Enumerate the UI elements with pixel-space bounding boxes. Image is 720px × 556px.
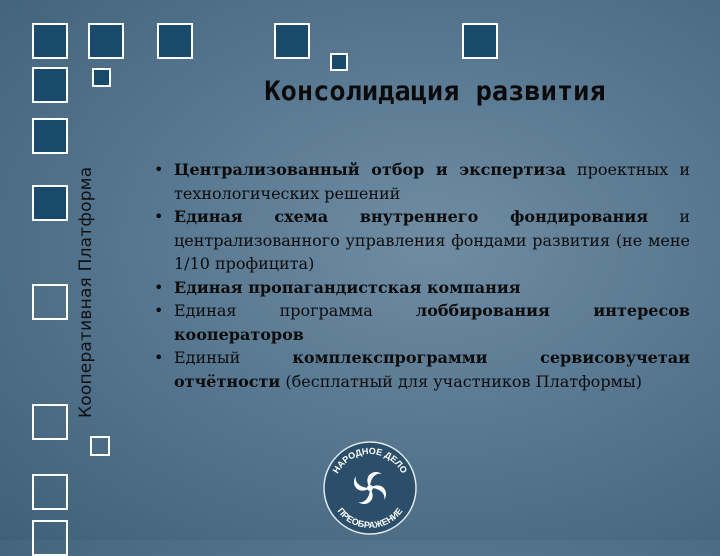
bullet-text: (бесплатный для участников Платформы)	[280, 371, 642, 391]
deco-square	[90, 436, 110, 456]
bullet-dot-icon: •	[154, 160, 164, 179]
deco-square	[32, 520, 68, 556]
deco-square	[32, 118, 68, 154]
deco-square	[32, 23, 68, 59]
deco-square	[157, 23, 193, 59]
deco-square	[32, 185, 68, 221]
bullet-item	[150, 158, 690, 205]
bullet-item	[150, 276, 690, 300]
logo-top-text: НАРОДНОЕ ДЕЛО	[330, 445, 410, 476]
bullet-text: Единая программа	[174, 301, 416, 320]
bullet-dot-icon: •	[154, 348, 164, 367]
bullet-item	[150, 346, 690, 393]
bullet-dot-icon: •	[154, 207, 164, 226]
page-title: Консолидация развития	[264, 76, 606, 107]
logo	[322, 440, 418, 536]
vertical-side-label: Кооперативная Платформа	[76, 166, 96, 418]
bullet-text-bold: комплекспрограмми сервисовучетаи отчётности	[174, 348, 690, 391]
bullet-text: и централизованного управления фондами развития (не мене 1/10 профицита)	[174, 207, 691, 273]
deco-square	[462, 23, 498, 59]
bullet-item	[150, 299, 690, 346]
bullet-text-bold: Единая схема внутреннего фондирования	[174, 207, 649, 226]
bullet-item	[150, 205, 690, 276]
deco-square	[274, 23, 310, 59]
bullet-dot-icon: •	[154, 301, 164, 320]
bullet-text-bold: Единая пропагандистская компания	[174, 277, 521, 297]
deco-square	[330, 53, 348, 71]
bullet-text: Единый	[174, 348, 293, 367]
bullet-list	[150, 158, 690, 393]
bullet-text-bold: лоббирования интересов кооператоров	[174, 301, 691, 344]
bullet-dot-icon: •	[154, 277, 164, 297]
deco-square	[32, 474, 68, 510]
deco-square	[88, 23, 124, 59]
bullet-text-bold: Централизованный отбор и экспертиза	[174, 160, 566, 179]
deco-square	[32, 404, 68, 440]
bullet-text: проектных и технологических решений	[174, 160, 690, 203]
logo-bottom-text: ПРЕОБРАЖЕНИЕ	[335, 505, 405, 531]
deco-square	[32, 284, 68, 320]
deco-square	[32, 67, 68, 103]
